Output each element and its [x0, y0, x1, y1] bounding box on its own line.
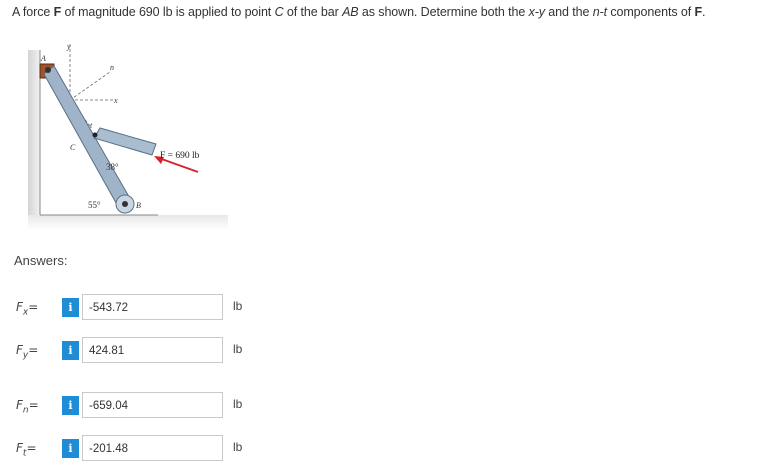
info-icon[interactable]: i: [62, 396, 79, 415]
variable-label: [16, 441, 37, 458]
answer-row-fy: [0, 337, 781, 365]
answers-label: Answers:: [14, 253, 68, 268]
info-icon[interactable]: i: [62, 439, 79, 458]
label-t: t: [90, 121, 93, 130]
wall: [28, 50, 40, 215]
ft-input[interactable]: -201.48: [82, 435, 223, 461]
variable-subscript: x: [22, 307, 29, 318]
unit-label: lb: [233, 342, 243, 356]
problem-text: and the: [544, 5, 593, 19]
label-b: B: [136, 201, 141, 210]
variable-label: [16, 343, 38, 360]
label-c: C: [70, 143, 76, 152]
problem-text: of magnitude 690 lb is applied to point: [61, 5, 275, 19]
variable-symbol: F: [16, 398, 23, 412]
label-a: A: [41, 54, 46, 63]
variable-symbol: F: [16, 300, 23, 314]
n-axis: [70, 72, 110, 100]
point-c: [93, 133, 98, 138]
variable-subscript: n: [22, 405, 29, 416]
unit-label: lb: [233, 440, 243, 454]
problem-text: .: [702, 5, 706, 19]
equals-sign: =: [28, 398, 39, 412]
pin-b: [122, 201, 128, 207]
bar-arm: [94, 128, 156, 155]
variable-subscript: y: [22, 350, 29, 361]
info-icon[interactable]: i: [62, 298, 79, 317]
fx-input[interactable]: -543.72: [82, 294, 223, 320]
unit-label: lb: [233, 299, 243, 313]
variable-symbol: F: [16, 441, 23, 455]
angle-38-label: 38°: [106, 162, 119, 172]
info-icon[interactable]: i: [62, 341, 79, 360]
equals-sign: =: [28, 300, 39, 314]
problem-text: A force: [12, 5, 54, 19]
problem-point-symbol: C: [274, 5, 284, 19]
variable-label: [16, 300, 38, 317]
answer-row-fx: [0, 294, 781, 322]
problem-xy: x-y: [528, 5, 545, 19]
fn-input[interactable]: -659.04: [82, 392, 223, 418]
fy-input[interactable]: 424.81: [82, 337, 223, 363]
equals-sign: =: [28, 343, 39, 357]
problem-force-symbol: F: [53, 5, 62, 19]
problem-figure: [28, 40, 228, 230]
label-n: n: [110, 63, 114, 72]
problem-statement: [12, 5, 772, 19]
unit-label: lb: [233, 397, 243, 411]
bar-diagram: [28, 40, 228, 230]
problem-bar-symbol: AB: [342, 5, 359, 19]
problem-text: of the bar: [283, 5, 343, 19]
answer-row-ft: [0, 435, 781, 463]
pin-a: [45, 67, 51, 73]
force-label: F = 690 lb: [160, 151, 200, 161]
variable-symbol: F: [16, 343, 23, 357]
variable-subscript: t: [22, 448, 27, 459]
problem-nt: n-t: [592, 5, 607, 19]
angle-55-label: 55°: [88, 200, 101, 210]
floor: [28, 215, 228, 230]
label-x: x: [114, 96, 118, 105]
equals-sign: =: [26, 441, 37, 455]
problem-text: components of: [607, 5, 695, 19]
problem-text: as shown. Determine both the: [358, 5, 529, 19]
problem-force-symbol: F: [694, 5, 702, 19]
label-y: y: [67, 42, 71, 51]
variable-label: [16, 398, 39, 415]
answer-row-fn: [0, 392, 781, 420]
